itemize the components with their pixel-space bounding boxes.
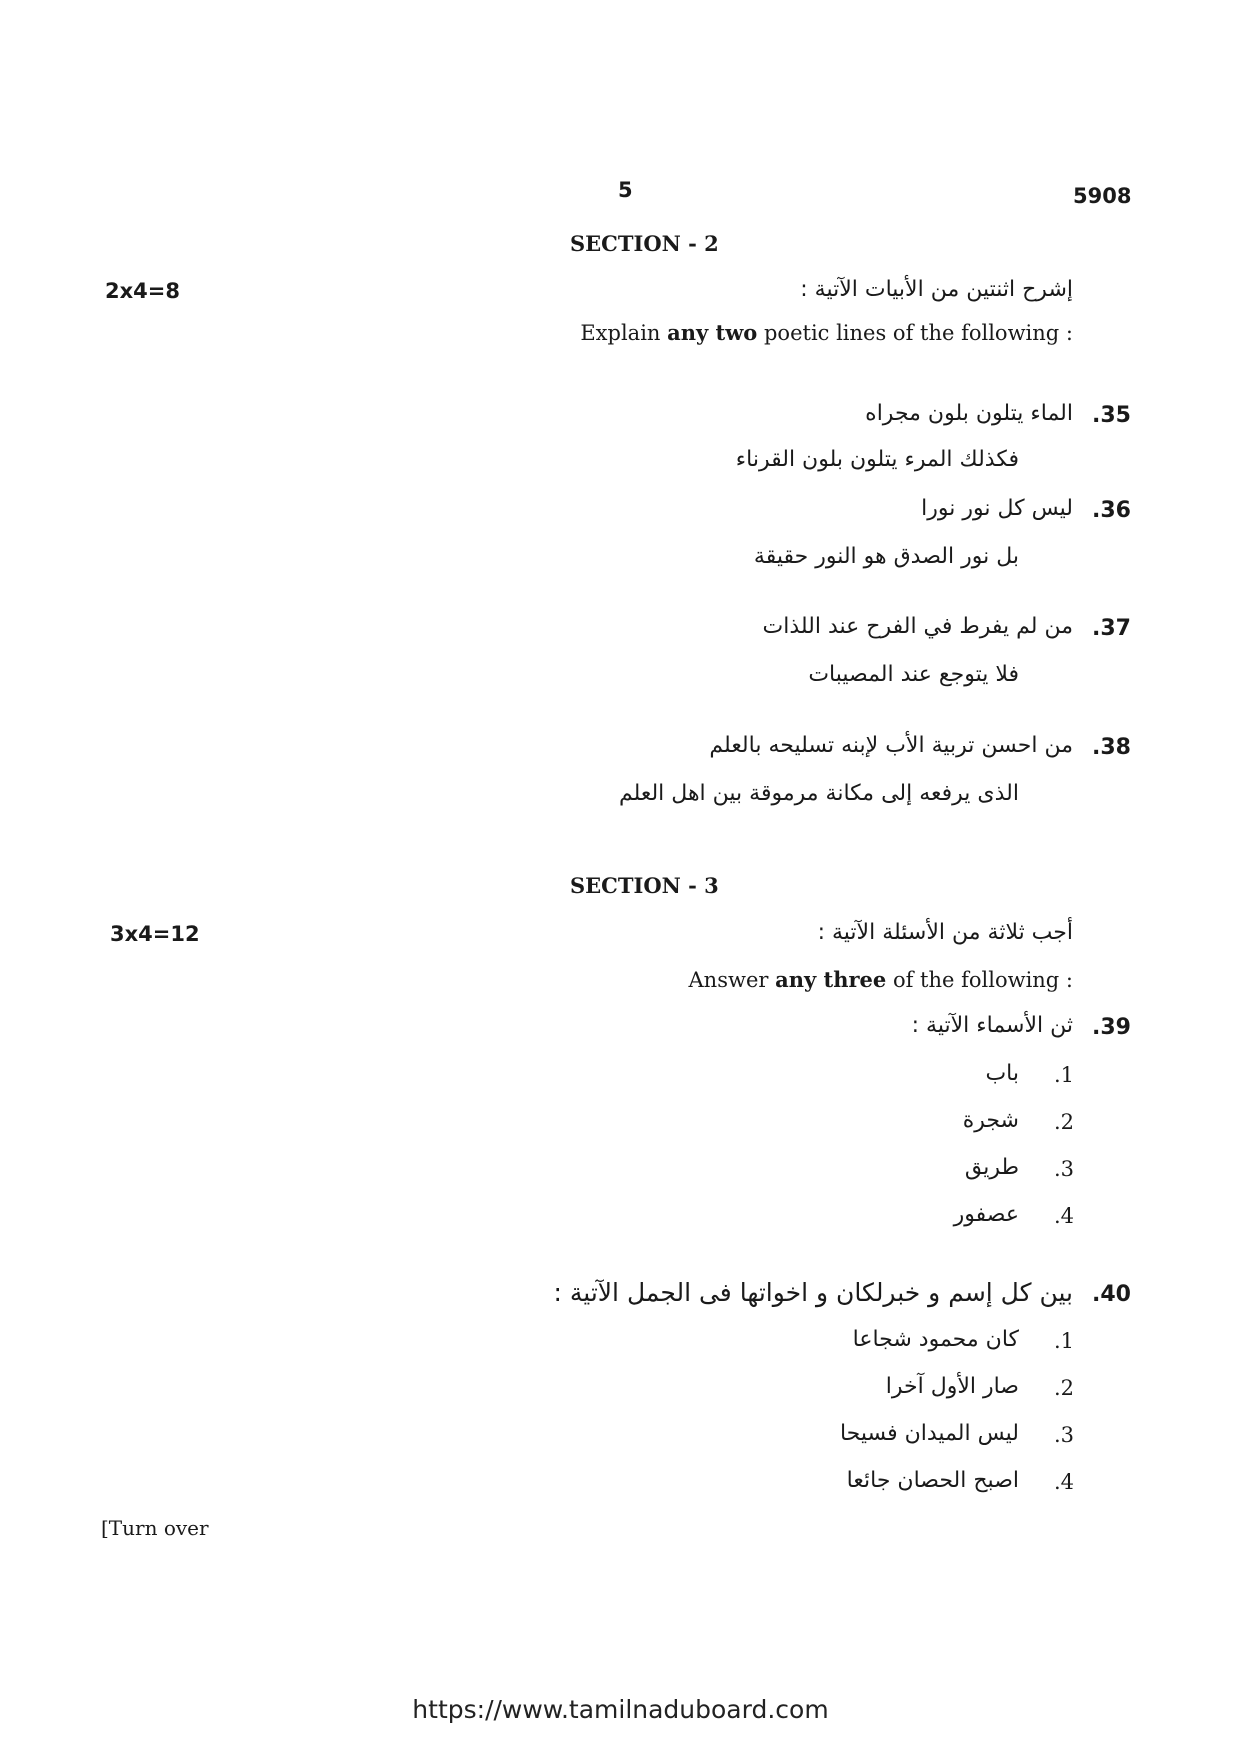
question-number-35: .35 bbox=[1092, 403, 1131, 428]
section-3-marks: 3x4=12 bbox=[110, 922, 200, 946]
section-3-instruction-ar: أجب ثلاثة من الأسئلة الآتية : bbox=[817, 920, 1073, 945]
question-39-text: ثن الأسماء الآتية : bbox=[911, 1013, 1073, 1038]
question-35-line-2: فكذلك المرء يتلون بلون القرناء bbox=[735, 447, 1019, 472]
turn-over-note: [Turn over bbox=[101, 1516, 209, 1540]
question-37-line-2: فلا يتوجع عند المصيبات bbox=[808, 662, 1019, 687]
question-36-line-1: ليس كل نور نورا bbox=[921, 496, 1073, 521]
question-37-line-1: من لم يفرط في الفرح عند اللذات bbox=[762, 614, 1073, 639]
q39-item-1: باب bbox=[985, 1061, 1019, 1086]
section-2-instruction-en: Explain any two poetic lines of the following : bbox=[580, 320, 1073, 345]
page-number: 5 bbox=[618, 178, 633, 202]
question-number-37: .37 bbox=[1092, 616, 1131, 641]
question-36-line-2: بل نور الصدق هو النور حقيقة bbox=[753, 544, 1019, 569]
q40-item-4: اصبح الحصان جائعا bbox=[846, 1468, 1019, 1493]
q40-item-number-2: .2 bbox=[1054, 1376, 1075, 1400]
footer-url: https://www.tamilnaduboard.com bbox=[412, 1695, 829, 1724]
question-35-line-1: الماء يتلون بلون مجراه bbox=[865, 401, 1073, 426]
q39-item-2: شجرة bbox=[962, 1108, 1019, 1133]
question-number-40: .40 bbox=[1092, 1282, 1131, 1307]
question-40-text: بين كل إسم و خبرلكان و اخواتها فى الجمل الآتية : bbox=[553, 1278, 1073, 1307]
section-3-title: SECTION - 3 bbox=[570, 873, 719, 898]
q40-item-number-1: .1 bbox=[1054, 1329, 1075, 1353]
section-2-title: SECTION - 2 bbox=[570, 231, 719, 256]
q39-item-3: طريق bbox=[964, 1155, 1019, 1180]
question-number-39: .39 bbox=[1092, 1015, 1131, 1040]
question-38-line-1: من احسن تربية الأب لإبنه تسليحه بالعلم bbox=[709, 733, 1073, 758]
q39-item-number-1: .1 bbox=[1054, 1063, 1075, 1087]
q39-item-number-2: .2 bbox=[1054, 1110, 1075, 1134]
q39-item-number-4: .4 bbox=[1054, 1204, 1075, 1228]
section-2-instruction-ar: إشرح اثنتين من الأبيات الآتية : bbox=[800, 277, 1073, 302]
section-3-instruction-en: Answer any three of the following : bbox=[688, 967, 1073, 992]
q40-item-2: صار الأول آخرا bbox=[885, 1374, 1019, 1399]
paper-code: 5908 bbox=[1073, 184, 1132, 208]
q39-item-number-3: .3 bbox=[1054, 1157, 1075, 1181]
q39-item-4: عصفور bbox=[953, 1202, 1019, 1227]
q40-item-number-4: .4 bbox=[1054, 1470, 1075, 1494]
question-number-36: .36 bbox=[1092, 498, 1131, 523]
question-38-line-2: الذى يرفعه إلى مكانة مرموقة بين اهل العلم bbox=[618, 781, 1019, 806]
q40-item-1: كان محمود شجاعا bbox=[852, 1327, 1019, 1352]
q40-item-3: ليس الميدان فسيحا bbox=[839, 1421, 1019, 1446]
section-2-marks: 2x4=8 bbox=[105, 279, 180, 303]
question-number-38: .38 bbox=[1092, 735, 1131, 760]
q40-item-number-3: .3 bbox=[1054, 1423, 1075, 1447]
